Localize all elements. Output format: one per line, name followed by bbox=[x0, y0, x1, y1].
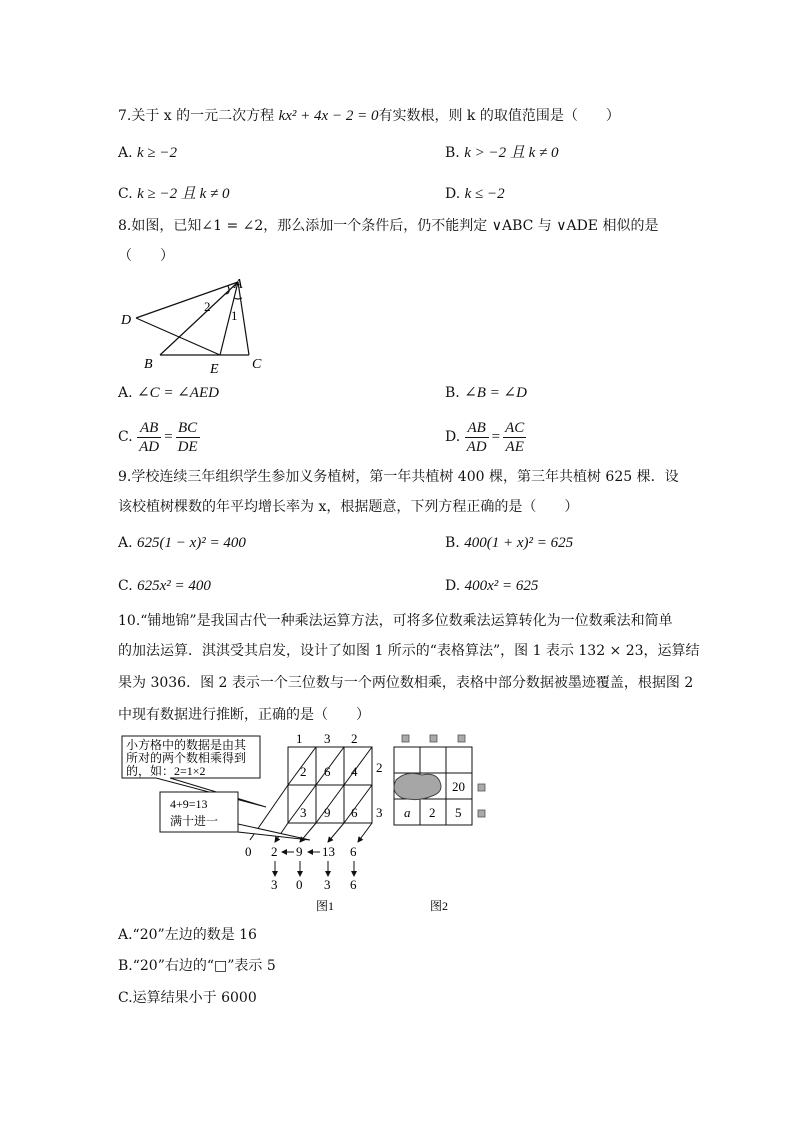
label-b: B bbox=[144, 357, 153, 372]
fraction: $\frac{AB}{AD}$ bbox=[466, 419, 487, 455]
q10-figure-2 bbox=[388, 728, 498, 918]
figure-1-caption: 图1 bbox=[316, 899, 335, 913]
label-angle-2: 2 bbox=[204, 299, 211, 314]
q8-stem-line1: 8.如图，已知∠1 = ∠2，那么添加一个条件后，仍不能判定 ∨ABC 与 ∨ADE 相似的是 bbox=[118, 218, 659, 234]
q9-stem-line2: 该校植树棵数的年平均增长率为 x，根据题意，下列方程正确的是（ ） bbox=[118, 499, 579, 515]
covered-square bbox=[402, 735, 409, 742]
q7-option-c: C. k ≥ −2 且 k ≠ 0 bbox=[118, 186, 230, 202]
cell-value: 9 bbox=[324, 805, 331, 820]
segment-ac bbox=[238, 282, 249, 355]
q8-option-d: D. $\frac{AB}{AD}$ = $\frac{AC}{AE}$ bbox=[445, 419, 525, 455]
q8-option-a: A. ∠C = ∠AED bbox=[118, 385, 219, 401]
q7-stem: 7.关于 x 的一元二次方程 kx² + 4x − 2 = 0有实数根，则 k 的取值范围是（ ） bbox=[118, 108, 620, 124]
q10-stem-line1: 10.“铺地锦”是我国古代一种乘法运算方法，可将多位数乘法运算转化为一位数乘法和简单 bbox=[118, 613, 673, 629]
top-digit: 1 bbox=[296, 731, 303, 746]
carry-line2: 满十进一 bbox=[170, 814, 219, 828]
result-digit: 6 bbox=[350, 877, 357, 892]
q8-stem-line2: （ ） bbox=[118, 248, 174, 264]
fraction: $\frac{AC}{AE}$ bbox=[505, 419, 525, 455]
q10-option-c: C.运算结果小于 6000 bbox=[118, 990, 257, 1006]
segment-ad bbox=[136, 282, 238, 318]
q10-option-a: A.“20”左边的数是 16 bbox=[118, 927, 257, 943]
q10-stem-line2: 的加法运算．淇淇受其启发，设计了如图 1 所示的“表格算法”，图 1 表示 132 × 23，运算结 bbox=[118, 643, 700, 659]
fraction: $\frac{AB}{AD}$ bbox=[139, 419, 160, 455]
q9-option-c: C. 625x² = 400 bbox=[118, 578, 211, 594]
right-digit: 2 bbox=[376, 760, 383, 775]
q7-option-a: A. k ≥ −2 bbox=[118, 145, 178, 161]
sum-digit: 13 bbox=[322, 844, 335, 859]
result-digit: 3 bbox=[271, 877, 278, 892]
sum-digit: 9 bbox=[296, 844, 303, 859]
ink-blot bbox=[394, 773, 441, 799]
q10-figure-1 bbox=[110, 728, 400, 918]
segment-ab bbox=[160, 282, 238, 355]
cell-a: a bbox=[404, 805, 411, 820]
covered-square bbox=[430, 735, 437, 742]
q8-triangle-figure bbox=[110, 272, 280, 376]
cell-value: 3 bbox=[300, 805, 307, 820]
covered-square bbox=[478, 784, 485, 791]
cell-value: 6 bbox=[324, 764, 331, 779]
sum-digit: 6 bbox=[350, 844, 357, 859]
segment-de bbox=[136, 318, 220, 355]
right-digit: 3 bbox=[376, 805, 383, 820]
angle-1-arc bbox=[234, 298, 242, 299]
cell-20: 20 bbox=[452, 779, 465, 794]
covered-square bbox=[478, 810, 485, 817]
sum-digit: 2 bbox=[271, 844, 278, 859]
cell-value: 2 bbox=[429, 805, 436, 820]
sum-digit: 0 bbox=[245, 844, 252, 859]
fraction: $\frac{BC}{DE}$ bbox=[177, 419, 198, 455]
label-e: E bbox=[210, 362, 219, 376]
q10-stem-line4: 中现有数据进行推断，正确的是（ ） bbox=[118, 707, 370, 723]
label-angle-1: 1 bbox=[231, 308, 238, 323]
note-line3: 的，如：2=1×2 bbox=[126, 764, 206, 778]
q7-option-b: B. k > −2 且 k ≠ 0 bbox=[445, 145, 559, 161]
result-digit: 3 bbox=[324, 877, 331, 892]
q9-option-d: D. 400x² = 625 bbox=[445, 578, 539, 594]
q7-option-d: D. k ≤ −2 bbox=[445, 186, 505, 202]
label-c: C bbox=[252, 357, 262, 372]
covered-square bbox=[458, 735, 465, 742]
cell-value: 2 bbox=[300, 764, 307, 779]
cell-value: 4 bbox=[351, 764, 358, 779]
note-line2: 所对的两个数相乘得到 bbox=[126, 751, 247, 765]
q8-option-c: C. $\frac{AB}{AD}$ = $\frac{BC}{DE}$ bbox=[118, 419, 198, 455]
note-line1: 小方格中的数据是由其 bbox=[126, 738, 247, 752]
q7-equation: kx² + 4x − 2 = 0 bbox=[278, 108, 379, 124]
figure-2-caption: 图2 bbox=[430, 899, 449, 913]
cell-value: 5 bbox=[455, 805, 462, 820]
top-digit: 2 bbox=[351, 731, 358, 746]
q10-stem-line3: 果为 3036．图 2 表示一个三位数与一个两位数相乘，表格中部分数据被墨迹覆盖，根据图 2 bbox=[118, 675, 694, 691]
cell-value: 6 bbox=[351, 805, 358, 820]
q10-option-b: B.“20”右边的“□”表示 5 bbox=[118, 958, 276, 974]
label-a: A bbox=[234, 277, 243, 292]
q9-option-b: B. 400(1 + x)² = 625 bbox=[445, 535, 574, 551]
top-digit: 3 bbox=[324, 731, 331, 746]
label-d: D bbox=[121, 313, 132, 328]
result-digit: 0 bbox=[296, 877, 303, 892]
q8-option-b: B. ∠B = ∠D bbox=[445, 385, 527, 401]
carry-line1: 4+9=13 bbox=[170, 797, 208, 811]
q9-stem-line1: 9.学校连续三年组织学生参加义务植树，第一年共植树 400 棵，第三年共植树 625 棵．设 bbox=[118, 469, 679, 485]
q9-option-a: A. 625(1 − x)² = 400 bbox=[118, 535, 246, 551]
